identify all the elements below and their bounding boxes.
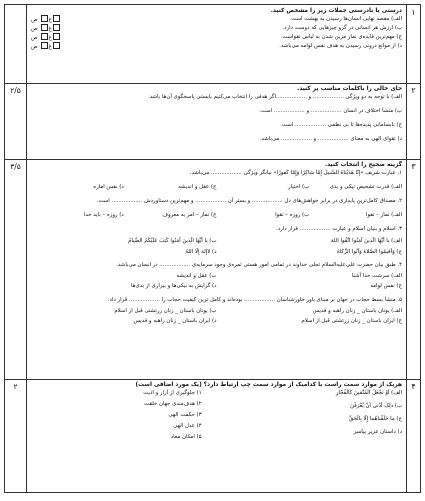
mc-option[interactable]: د) لاإِلهَ إِلَّا اللهُ xyxy=(185,249,217,255)
true-label: ص xyxy=(31,26,38,32)
mc-options xyxy=(31,183,402,197)
mc-option[interactable]: ج) ایران باستان _ زنان زرتشتی قبل از اسلام xyxy=(301,318,402,324)
mc-option[interactable]: الف) سرشت خدا آشنا xyxy=(351,273,402,279)
fill-blank-item: الف) با توجه به دو ویژگی .................. و ..................اگر هدفی را انتخاب می‌کنیم بایستی پاسخگوی آن‌ها باشد. xyxy=(147,94,402,100)
true-checkbox[interactable] xyxy=(53,33,60,40)
mc-question: ۱. عبارت شریف «إِنّا هَدَیْناهُ السَّبیلَ إِمّا شاکِرًا وَإِمّا کَفورًا» بیانگر ویژگی .................. می‌باشد. xyxy=(189,170,402,176)
false-checkbox[interactable] xyxy=(41,15,48,22)
question-title: جای خالی را باکلمات مناسب پر کنید. xyxy=(297,86,402,92)
false-checkbox[interactable] xyxy=(41,24,48,31)
mc-option[interactable]: ب) یونان باستان _ زنان زرتشتی قبل از اسلام xyxy=(114,308,217,314)
matching-right-item: ب) ذلِکَ أَدْنی أَنْ یُعْرَفْنَ xyxy=(349,403,402,409)
matching-right-item: د) داستان عزیر پیامبر xyxy=(353,429,402,435)
true-label: ص xyxy=(31,35,38,41)
mc-option[interactable]: ج) وَأَقیمُوا الصَّلاةَ وَآتُوا الزَّکاةَ xyxy=(336,249,402,255)
mc-options xyxy=(31,317,402,327)
tf-item xyxy=(31,33,402,42)
matching-columns xyxy=(31,389,402,444)
mc-question: ۴. طبق بیان حضرت علی‌علیه‌السلام تجلی خداوند در تمامی امور هستی ثمره‌ی وجود سرمایه‌ی .................. در انسان می‌باشد. xyxy=(116,262,402,268)
true-checkbox[interactable] xyxy=(53,24,60,31)
mc-option[interactable]: الف) یا أَیُّهَا الَّذینَ آمَنُوا اتَّقُوا اللهَ xyxy=(330,238,402,244)
mc-option[interactable]: ج) عقل و اندیشه xyxy=(178,184,217,190)
mc-option[interactable]: ج) نماز – امر به معروف xyxy=(162,212,217,218)
tf-statement: الف) مقصد نهایی انسان‌ها رسیدن به بهشت است. xyxy=(289,16,402,22)
mc-question: ۲. مصداق کامل‌ترین پایداری در برابر خواهش‌های دل .................. و بستر آن .................. و مهم‌ترین دستاوردش .................. است. xyxy=(96,198,402,204)
question-score: ۲ xyxy=(5,379,27,492)
question-title: درستی یا نادرستی جملات زیر را مشخص کنید. xyxy=(270,8,402,14)
mc-option[interactable]: الف) نماز – تقوا xyxy=(365,212,402,218)
mc-option[interactable]: د) گرایش به نیکی‌ها و بیزاری از بدی‌ها xyxy=(130,283,217,289)
matching-left-item: ۲) هدف‌مندی جهان خلقت xyxy=(144,401,202,407)
mc-option[interactable]: ب) روزه – تقوا xyxy=(275,212,310,218)
fill-blank-item: ب) منشأ اختلاف در انسان .................. و .................. است. xyxy=(259,108,402,114)
mc-option[interactable]: ب) اختیار xyxy=(288,184,310,190)
fill-blank-item: ج) نابسامانی پدیده‌ها تا بی نظمی .................. است. xyxy=(280,122,402,128)
tf-item xyxy=(31,15,402,24)
mc-question: ۳. اسلام و بنیان اسلام و عبارت .................. قرار دارد. xyxy=(275,226,402,232)
question-number: ۱ xyxy=(406,5,420,83)
question-score xyxy=(5,5,27,83)
mc-options xyxy=(31,237,402,248)
mc-options xyxy=(31,282,402,296)
matching-left-item: ۱) جلوگیری از آزار و اذیت xyxy=(143,390,202,396)
true-label: ص xyxy=(31,44,38,50)
mc-options xyxy=(31,272,402,282)
mc-option[interactable]: ب) یا أَیُّهَا الَّذینَ آمَنُوا کُتِبَ عَلَیْکُمُ الصِّیامُ xyxy=(128,238,217,244)
mc-options xyxy=(31,211,402,225)
matching-left-item: ۳) حکمت الهی xyxy=(168,412,202,418)
mc-question: ۵. منشأ بسط حجاب در جهان بر مبنای باور خاورشناسان .................. بوده‌اند و کامل ترین کیفیت حجاب را .................. قرار داد. xyxy=(107,297,402,303)
fill-blank-item: د) تقوای الهی به معنای .................. و .................. می‌باشد. xyxy=(259,136,402,142)
matching-right-item: ج) ما خَلَقْناهُما إِلّا بِالْحَقِّ xyxy=(348,416,402,422)
question-score: ۳/۵ xyxy=(5,159,27,379)
question-number: ۳ xyxy=(406,159,420,379)
matching-right-item: الف) أَوْ نَجْعَلُ الْمُتَّقینَ کَالْفُجّارِ xyxy=(335,390,402,396)
mc-option[interactable]: د) روزه – باید خدا xyxy=(83,212,124,218)
mc-options xyxy=(31,307,402,317)
tf-statement: د) از موانع درونی رسیدن به هدف نفس لوامه می‌باشد. xyxy=(279,43,402,49)
question-2 xyxy=(5,83,420,160)
tf-options xyxy=(31,42,61,51)
false-label: غ xyxy=(48,44,52,50)
matching-left-item: ۵) امکان معاد xyxy=(170,434,202,440)
matching-left-column xyxy=(31,389,202,444)
question-title: گزینه صحیح را انتخاب کنید. xyxy=(324,162,402,168)
tf-item xyxy=(31,42,402,51)
question-4 xyxy=(5,379,420,492)
question-number: ۴ xyxy=(406,379,420,492)
mc-option[interactable]: د) ایران باستان _ زنان راهبه و قدیس xyxy=(133,318,217,324)
true-label: ص xyxy=(31,17,38,23)
mc-option[interactable]: د) نفس اماره xyxy=(93,184,124,190)
question-1 xyxy=(5,5,420,84)
true-checkbox[interactable] xyxy=(53,15,60,22)
false-checkbox[interactable] xyxy=(41,42,48,49)
false-label: غ xyxy=(48,35,52,41)
mc-option[interactable]: الف) یونان باستان _ زنان راهبه و قدیس xyxy=(312,308,402,314)
matching-right-column xyxy=(209,389,402,444)
mc-option[interactable]: ج) نفس لوامه xyxy=(370,283,402,289)
tf-item xyxy=(31,24,402,33)
mc-options xyxy=(31,248,402,261)
false-label: غ xyxy=(48,26,52,32)
false-checkbox[interactable] xyxy=(41,33,48,40)
question-3 xyxy=(5,159,420,380)
tf-options xyxy=(31,15,61,24)
exam-sheet xyxy=(4,4,421,493)
tf-options xyxy=(31,24,61,33)
tf-statement: ج) مهم‌ترین فایده‌ی نماز مزین شدن به لباس تقواست. xyxy=(280,34,402,40)
question-number: ۲ xyxy=(406,83,420,159)
mc-option[interactable]: ب) عقل و اندیشه xyxy=(176,273,217,279)
question-score: ۲/۵ xyxy=(5,83,27,159)
tf-options xyxy=(31,33,61,42)
question-title: هریک از موارد سمت راست با کدامیک از موارد سمت چپ ارتباط دارد؟ (یک مورد اضافی است) xyxy=(135,382,402,388)
false-label: غ xyxy=(48,17,52,23)
matching-left-item: ۴) عدل الهی xyxy=(173,423,202,429)
true-checkbox[interactable] xyxy=(53,42,60,49)
mc-option[interactable]: الف) قدرت تشخیص نیکی و بدی xyxy=(329,184,402,190)
tf-statement: ب) ارزش هر انسانی در گرو چیزهایی که دوست دارد. xyxy=(282,25,402,31)
